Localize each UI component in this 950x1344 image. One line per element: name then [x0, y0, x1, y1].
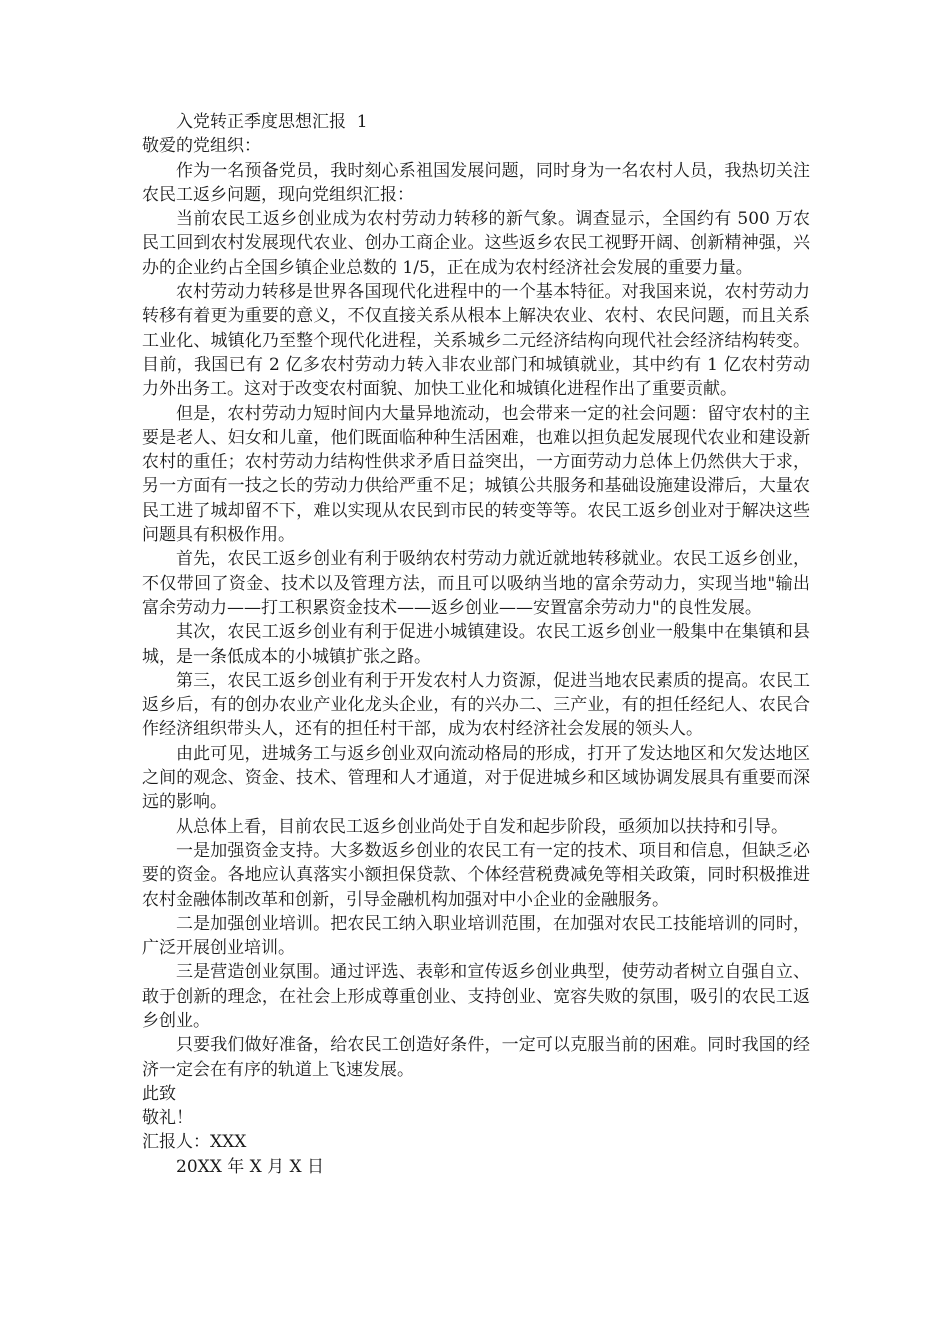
paragraph-9: 从总体上看，目前农民工返乡创业尚处于自发和起步阶段，亟须加以扶持和引导。: [176, 816, 788, 837]
paragraph-7: 第三，农民工返乡创业有利于开发农村人力资源，促进当地农民素质的提高。农民工返乡后，有的创办农业产业化龙头企业，有的兴办二、三产业，有的担任经纪人、农民合作经济组织带头人，还有的担任村干部，成为农村经济社会发展的领头人。: [142, 670, 810, 740]
paragraph-2: 当前农民工返乡创业成为农村劳动力转移的新气象。调查显示，全国约有 500 万农民工回到农村发展现代农业、创办工商企业。这些返乡农民工视野开阔、创新精神强，兴办的企业约占全国乡镇企业总数的 1/5，正在成为农村经济社会发展的重要力量。: [142, 209, 810, 278]
closing-line-2: 敬礼！: [142, 1108, 193, 1129]
closing-line-1: 此致: [142, 1083, 176, 1104]
paragraph-1: 作为一名预备党员，我时刻心系祖国发展问题，同时身为一名农村人员，我热切关注农民工返乡问题，现向党组织汇报：: [142, 160, 810, 205]
paragraph-11: 二是加强创业培训。把农民工纳入职业培训范围，在加强对农民工技能培训的同时，广泛开展创业培训。: [142, 913, 810, 959]
paragraph-12: 三是营造创业氛围。通过评选、表彰和宣传返乡创业典型，使劳动者树立自强自立、敢于创新的理念，在社会上形成尊重创业、支持创业、宽容失败的氛围，吸引的农民工返乡创业。: [142, 962, 810, 1031]
paragraph-13: 只要我们做好准备，给农民工创造好条件，一定可以克服当前的困难。同时我国的经济一定会在有序的轨道上飞速发展。: [142, 1035, 810, 1080]
salutation: 敬爱的党组织：: [142, 136, 261, 157]
document-body: [142, 110, 810, 1179]
paragraph-5: 首先，农民工返乡创业有利于吸纳农村劳动力就近就地转移就业。农民工返乡创业，不仅带回了资金、技术以及管理方法，而且可以吸纳当地的富余劳动力，实现当地"输出富余劳动力——打工积累资金技术——返乡创业——安置富余劳动力"的良性发展。: [142, 549, 810, 618]
paragraph-8: 由此可见，进城务工与返乡创业双向流动格局的形成，打开了发达地区和欠发达地区之间的观念、资金、技术、管理和人才通道，对于促进城乡和区域协调发展具有重要而深远的影响。: [142, 743, 810, 813]
signature: 汇报人：XXX: [142, 1132, 247, 1153]
paragraph-3: 农村劳动力转移是世界各国现代化进程中的一个基本特征。对我国来说，农村劳动力转移有着更为重要的意义，不仅直接关系从根本上解决农业、农村、农民问题，而且关系工业化、城镇化乃至整个现代化进程，关系城乡二元经济结构向现代社会经济结构转变。目前，我国已有 2 亿多农村劳动力转入非农业部门和城镇就业，其中约有 1 亿农村劳动力外出务工。这对于改变农村面貌、加快工业化和城镇化进程作出了重要贡献。: [142, 282, 810, 400]
paragraph-10: 一是加强资金支持。大多数返乡创业的农民工有一定的技术、项目和信息，但缺乏必要的资金。各地应认真落实小额担保贷款、个体经营税费减免等相关政策，同时积极推进农村金融体制改革和创新，引导金融机构加强对中小企业的金融服务。: [142, 840, 810, 910]
date: 20XX 年 X 月 X 日: [176, 1156, 325, 1177]
document-title: 入党转正季度思想汇报 1: [176, 112, 368, 132]
paragraph-6: 其次，农民工返乡创业有利于促进小城镇建设。农民工返乡创业一般集中在集镇和县城，是一条低成本的小城镇扩张之路。: [142, 622, 810, 667]
paragraph-4: 但是，农村劳动力短时间内大量异地流动，也会带来一定的社会问题：留守农村的主要是老人、妇女和儿童，他们既面临种种生活困难，也难以担负起发展现代农业和建设新农村的重任；农村劳动力结构性供求矛盾日益突出，一方面劳动力总体上仍然供大于求，另一方面有一技之长的劳动力供给严重不足；城镇公共服务和基础设施建设滞后，大量农民工进了城却留不下，难以实现从农民到市民的转变等等。农民工返乡创业对于解决这些问题具有积极作用。: [142, 403, 810, 546]
